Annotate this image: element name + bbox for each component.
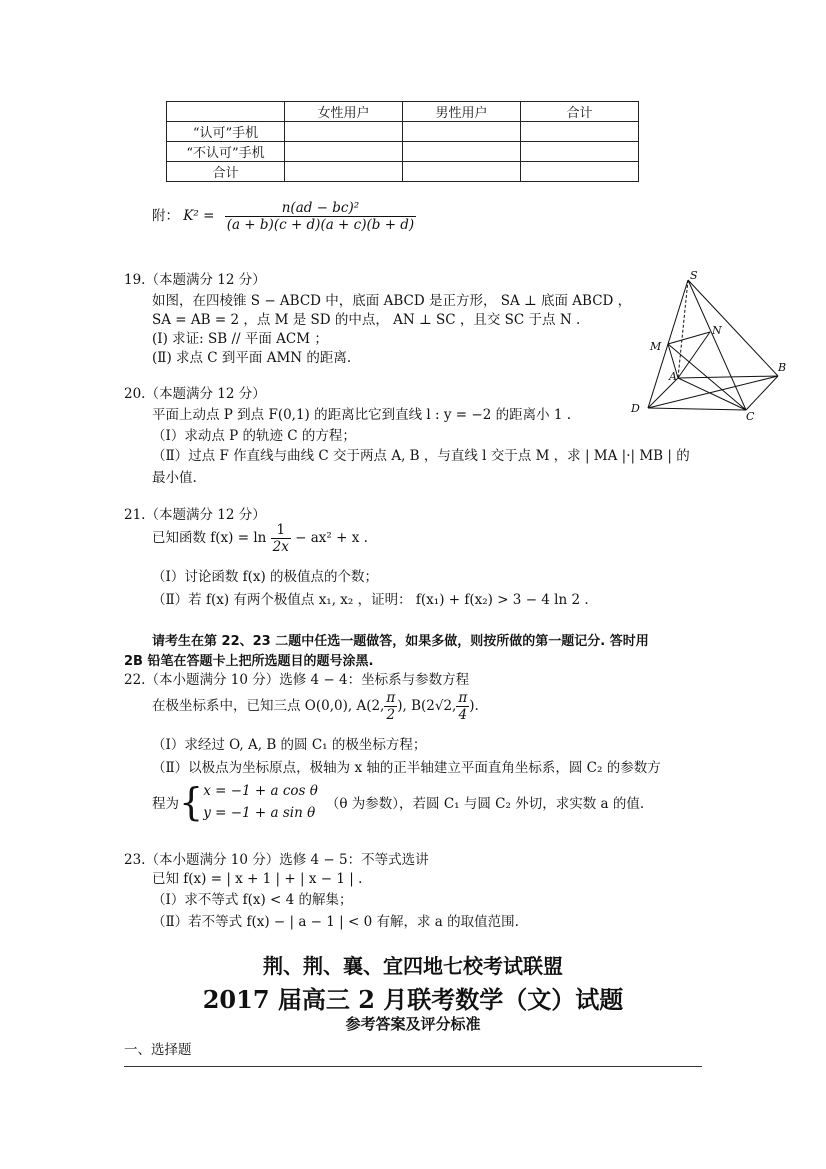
parametric-equations	[203, 780, 318, 824]
q20-part1: （Ⅰ）求动点 P 的轨迹 C 的方程；	[152, 428, 356, 444]
q22-frac2-den: 4	[458, 707, 468, 723]
q21-part1: （Ⅰ）讨论函数 f(x) 的极值点的个数；	[152, 569, 379, 585]
q20-part2b: 最小值.	[152, 470, 197, 486]
divider	[124, 1066, 702, 1067]
q22-frac1	[384, 690, 397, 723]
edge-SB	[688, 280, 778, 376]
survey-table	[166, 101, 639, 182]
q23-part1: （Ⅰ）求不等式 f(x) < 4 的解集；	[152, 892, 353, 908]
q21-header: 21.（本题满分 12 分）	[124, 507, 266, 523]
q22-line1-mid: ), B(2√2,	[397, 698, 457, 714]
q21-fraction	[271, 522, 291, 555]
appendix-label: 附：	[152, 208, 179, 224]
table-cell	[521, 122, 639, 142]
notice-line2: 2B 铅笔在答题卡上把所选题目的题号涂黑.	[124, 654, 374, 669]
q19-line2: SA = AB = 2 ，点 M 是 SD 的中点， AN ⊥ SC ，且交 SC 于点 N .	[152, 312, 581, 328]
table-cell: “认可”手机	[167, 122, 285, 142]
table-cell: 合计	[167, 162, 285, 182]
q22-header: 22.（本小题满分 10 分）选修 4 − 4：坐标系与参数方程	[124, 672, 470, 688]
q22-part2b-post: （θ 为参数），若圆 C₁ 与圆 C₂ 外切，求实数 a 的值.	[325, 796, 645, 812]
table-cell	[403, 142, 521, 162]
q22-line1	[152, 690, 479, 723]
formula-numerator: n(ad − bc)²	[225, 200, 417, 217]
formula-fraction	[225, 200, 417, 233]
answer-title-line1: 荆、荆、襄、宜四地七校考试联盟	[263, 954, 563, 978]
q23-header: 23.（本小题满分 10 分）选修 4 − 5：不等式选讲	[124, 852, 429, 868]
table-cell	[285, 162, 403, 182]
label-D: D	[631, 402, 640, 415]
q22-line1-post: ).	[469, 698, 479, 714]
formula-lhs: K² =	[183, 208, 215, 224]
table-row	[167, 102, 639, 122]
q22-part2b-pre: 程为	[152, 796, 179, 812]
q19-line1: 如图，在四棱锥 S − ABCD 中，底面 ABCD 是正方形， SA ⊥ 底面 ABCD ，	[152, 293, 632, 309]
table-cell	[285, 122, 403, 142]
formula-denominator: (a + b)(c + d)(a + c)(b + d)	[226, 217, 415, 233]
answer-title-line2: 2017 届高三 2 月联考数学（文）试题	[202, 985, 624, 1014]
appendix-formula	[152, 200, 416, 233]
label-C: C	[746, 410, 755, 423]
q22-frac2	[456, 690, 469, 723]
edge-CB	[746, 376, 778, 410]
q22-part2b	[152, 780, 644, 824]
table-header-cell: 女性用户	[285, 102, 403, 122]
left-brace-icon: {	[179, 780, 204, 824]
label-A: A	[669, 370, 677, 383]
q21-line1	[152, 522, 368, 555]
q21-part2: （Ⅱ）若 f(x) 有两个极值点 x₁, x₂ ，证明： f(x₁) + f(x₂) > 3 − 4 ln 2 .	[152, 592, 589, 608]
line-MN	[668, 332, 710, 344]
table-cell	[403, 162, 521, 182]
table-row	[167, 122, 639, 142]
table-header-cell: 男性用户	[403, 102, 521, 122]
q21-line1-pre: 已知函数 f(x) = ln	[152, 530, 267, 546]
q22-frac1-den: 2	[386, 707, 396, 723]
pyramid-figure	[628, 270, 798, 425]
label-S: S	[690, 270, 698, 282]
table-cell	[521, 142, 639, 162]
q22-frac1-num: π	[386, 690, 396, 706]
diag-DB	[648, 376, 778, 408]
diag-AC	[678, 378, 746, 410]
q20-header: 20.（本题满分 12 分）	[124, 386, 266, 402]
edge-SC	[688, 280, 746, 410]
table-header-cell	[167, 102, 285, 122]
q19-part2: (Ⅱ) 求点 C 到平面 AMN 的距离.	[152, 350, 352, 366]
q21-frac-num: 1	[271, 522, 291, 539]
label-M: M	[650, 340, 662, 353]
param-eq-y: y = −1 + a sin θ	[203, 805, 316, 821]
q20-part2a: （Ⅱ）过点 F 作直线与曲线 C 交于两点 A, B ，与直线 l 交于点 M ，求 | MA |·| MB | 的	[152, 448, 690, 464]
q23-line1: 已知 f(x) = | x + 1 | + | x − 1 | .	[152, 871, 363, 887]
q22-part2a: （Ⅱ）以极点为坐标原点，极轴为 x 轴的正半轴建立平面直角坐标系，圆 C₂ 的参数方	[152, 760, 661, 776]
q19-part1: (Ⅰ) 求证: SB // 平面 ACM ；	[152, 331, 328, 347]
table-cell	[285, 142, 403, 162]
answer-title-line3: 参考答案及评分标准	[345, 1015, 481, 1033]
table-cell	[521, 162, 639, 182]
q21-frac-den: 2x	[272, 539, 289, 555]
table-row	[167, 162, 639, 182]
q21-line1-post: − ax² + x .	[295, 530, 368, 546]
label-N: N	[712, 324, 722, 337]
table-header-cell: 合计	[521, 102, 639, 122]
edge-DC	[648, 408, 746, 410]
section-heading: 一、选择题	[124, 1042, 192, 1058]
notice-line1: 请考生在第 22、23 二题中任选一题做答，如果多做，则按所做的第一题记分. 答时用	[152, 634, 649, 649]
q19-header: 19.（本题满分 12 分）	[124, 272, 266, 288]
label-B: B	[778, 361, 787, 374]
edge-AB	[678, 376, 778, 378]
q22-line1-pre: 在极坐标系中，已知三点 O(0,0), A(2,	[152, 698, 385, 714]
table-cell: “不认可”手机	[167, 142, 285, 162]
table-cell	[403, 122, 521, 142]
q22-frac2-num: π	[458, 690, 468, 706]
q22-part1: （Ⅰ）求经过 O, A, B 的圆 C₁ 的极坐标方程；	[152, 737, 427, 753]
q23-part2: （Ⅱ）若不等式 f(x) − | a − 1 | < 0 有解，求 a 的取值范围.	[152, 914, 519, 930]
table-row	[167, 142, 639, 162]
q20-line1: 平面上动点 P 到点 F(0,1) 的距离比它到直线 l : y = −2 的距离小 1 .	[152, 407, 572, 423]
line-AN	[678, 332, 710, 378]
param-eq-x: x = −1 + a cos θ	[203, 783, 318, 799]
